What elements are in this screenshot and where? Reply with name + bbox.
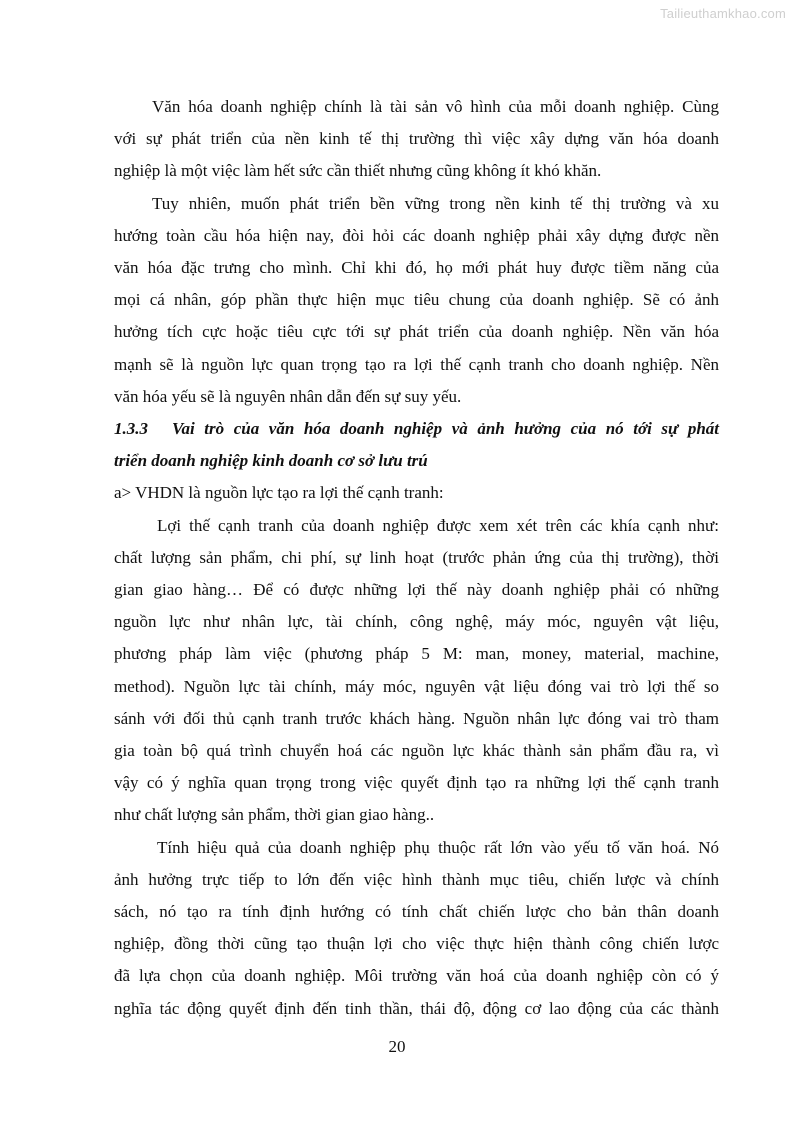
- text-line: nguồn lực như nhân lực, tài chính, công nghệ, máy móc, nguyên vật liệu,: [114, 612, 719, 632]
- text-line: Tính hiệu quả của doanh nghiệp phụ thuộc rất lớn vào yếu tố văn hoá. Nó: [157, 837, 719, 857]
- heading-number: 1.3.3: [114, 419, 148, 439]
- text-line: văn hóa yếu sẽ là nguyên nhân dẫn đến sự suy yếu.: [114, 386, 462, 406]
- subheading: a> VHDN là nguồn lực tạo ra lợi thế cạnh tranh:: [114, 483, 444, 503]
- page-number: 20: [388, 1037, 406, 1056]
- text-line: đã lựa chọn của doanh nghiệp. Môi trường văn hoá của doanh nghiệp còn có ý: [114, 966, 719, 986]
- text-line: nghiệp là một việc làm hết sức cần thiết nhưng cũng không ít khó khăn.: [114, 161, 602, 181]
- text-line: nghiệp, đồng thời cũng tạo thuận lợi cho việc thực hiện thành công chiến lược: [114, 934, 719, 954]
- text-line: method). Nguồn lực tài chính, máy móc, nguyên vật liệu đóng vai trò lợi thế so: [114, 676, 719, 696]
- watermark-text: Tailieuthamkhao.com: [660, 6, 786, 21]
- heading-title: Vai trò của văn hóa doanh nghiệp và ảnh hưởng của nó tới sự phát: [172, 419, 719, 439]
- text-line: Lợi thế cạnh tranh của doanh nghiệp được xem xét trên các khía cạnh như:: [157, 515, 719, 535]
- paragraph: [114, 832, 719, 1025]
- paragraph: [114, 91, 719, 188]
- text-line: chất lượng sản phẩm, chi phí, sự linh hoạt (trước phản ứng của thị trường), thời: [114, 547, 719, 567]
- text-line: Tuy nhiên, muốn phát triển bền vững trong nền kinh tế thị trường và xu: [152, 193, 719, 213]
- text-line: gia toàn bộ quá trình chuyển hoá các nguồn lực khác thành sản phẩm đầu ra, vì: [114, 741, 719, 761]
- text-line: mọi cá nhân, góp phần thực hiện mục tiêu chung của doanh nghiệp. Sẽ có ảnh: [114, 290, 719, 310]
- text-line: phương pháp làm việc (phương pháp 5 M: man, money, material, machine,: [114, 644, 719, 664]
- document-body: [114, 91, 719, 1025]
- paragraph: [114, 188, 719, 413]
- text-line: nghĩa tác động quyết định đến tinh thần, thái độ, động cơ lao động của các thành: [114, 998, 719, 1018]
- text-line: hưởng tích cực hoặc tiêu cực tới sự phát triển của doanh nghiệp. Nền văn hóa: [114, 322, 719, 342]
- heading-line: triển doanh nghiệp kinh doanh cơ sở lưu trú: [114, 451, 428, 471]
- text-line: Văn hóa doanh nghiệp chính là tài sản vô hình của mỗi doanh nghiệp. Cùng: [152, 97, 719, 116]
- text-line: vậy có ý nghĩa quan trọng trong việc quyết định tạo ra những lợi thế cạnh tranh: [114, 773, 719, 793]
- text-line: với sự phát triển của nền kinh tế thị trường thì việc xây dựng văn hóa doanh: [114, 129, 719, 149]
- section-heading: [114, 413, 719, 477]
- heading-line: [114, 413, 719, 445]
- text-line: sánh với đối thủ cạnh tranh trước khách hàng. Nguồn nhân lực đóng vai trò tham: [114, 708, 719, 728]
- text-line: văn hóa đặc trưng cho mình. Chỉ khi đó, họ mới phát huy được tiềm năng của: [114, 258, 719, 278]
- text-line: mạnh sẽ là nguồn lực quan trọng tạo ra lợi thế cạnh tranh cho doanh nghiệp. Nền: [114, 354, 719, 374]
- text-line: hướng toàn cầu hóa hiện nay, đòi hỏi các doanh nghiệp phải xây dựng được nền: [114, 225, 719, 245]
- text-line: gian giao hàng… Để có được những lợi thế này doanh nghiệp phải có những: [114, 580, 719, 600]
- paragraph: [114, 510, 719, 832]
- text-line: ảnh hưởng trực tiếp to lớn đến việc hình thành mục tiêu, chiến lược và chính: [114, 869, 719, 889]
- text-line: sách, nó tạo ra tính định hướng có tính chất chiến lược cho bản thân doanh: [114, 902, 719, 922]
- text-line: như chất lượng sản phẩm, thời gian giao hàng..: [114, 805, 435, 825]
